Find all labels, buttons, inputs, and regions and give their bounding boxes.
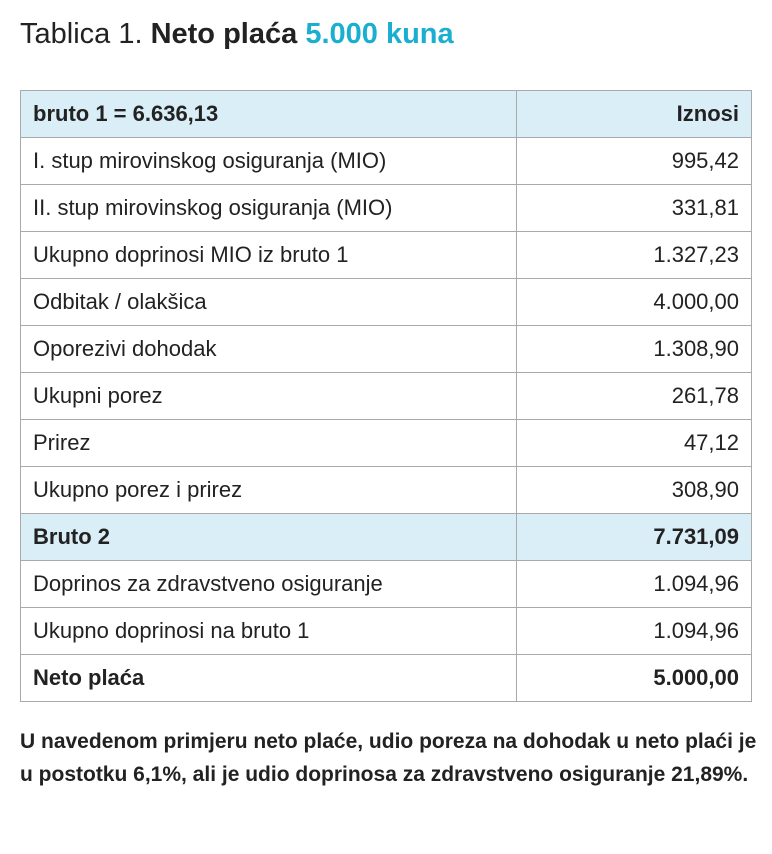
table-header-row bbox=[21, 91, 752, 138]
row-value: 1.327,23 bbox=[517, 232, 752, 279]
table-row bbox=[21, 232, 752, 279]
table-row bbox=[21, 467, 752, 514]
title-accent: 5.000 kuna bbox=[305, 18, 454, 50]
total-label: Neto plaća bbox=[21, 655, 517, 702]
footnote-text: U navedenom primjeru neto plaće, udio poreza na dohodak u neto plaći je u postotku 6,1%, ali je udio doprinosa za zdravstveno osiguranje 21,89%. bbox=[20, 730, 757, 786]
bruto2-value: 7.731,09 bbox=[517, 514, 752, 561]
title-bold: Neto plaća bbox=[150, 18, 298, 50]
row-value: 995,42 bbox=[517, 138, 752, 185]
row-value: 47,12 bbox=[517, 420, 752, 467]
row-value: 4.000,00 bbox=[517, 279, 752, 326]
title-prefix: Tablica 1. bbox=[20, 18, 143, 50]
row-label: I. stup mirovinskog osiguranja (MIO) bbox=[21, 138, 517, 185]
row-label: Doprinos za zdravstveno osiguranje bbox=[21, 561, 517, 608]
total-value: 5.000,00 bbox=[517, 655, 752, 702]
row-label: Ukupno porez i prirez bbox=[21, 467, 517, 514]
bruto2-row bbox=[21, 514, 752, 561]
row-label: II. stup mirovinskog osiguranja (MIO) bbox=[21, 185, 517, 232]
row-label: Oporezivi dohodak bbox=[21, 326, 517, 373]
table-row bbox=[21, 608, 752, 655]
table-row bbox=[21, 420, 752, 467]
header-label: bruto 1 = 6.636,13 bbox=[21, 91, 517, 138]
row-label: Ukupno doprinosi MIO iz bruto 1 bbox=[21, 232, 517, 279]
row-label: Ukupni porez bbox=[21, 373, 517, 420]
row-value: 261,78 bbox=[517, 373, 752, 420]
row-value: 1.094,96 bbox=[517, 561, 752, 608]
row-value: 331,81 bbox=[517, 185, 752, 232]
bruto2-label: Bruto 2 bbox=[21, 514, 517, 561]
salary-table bbox=[20, 90, 752, 702]
row-label: Ukupno doprinosi na bruto 1 bbox=[21, 608, 517, 655]
row-value: 1.308,90 bbox=[517, 326, 752, 373]
table-row bbox=[21, 373, 752, 420]
table-row bbox=[21, 279, 752, 326]
row-label: Odbitak / olakšica bbox=[21, 279, 517, 326]
table-row bbox=[21, 326, 752, 373]
row-value: 308,90 bbox=[517, 467, 752, 514]
header-value: Iznosi bbox=[517, 91, 752, 138]
table-row bbox=[21, 561, 752, 608]
total-row bbox=[21, 655, 752, 702]
table-title bbox=[20, 14, 454, 54]
row-value: 1.094,96 bbox=[517, 608, 752, 655]
table-row bbox=[21, 185, 752, 232]
table-row bbox=[21, 138, 752, 185]
row-label: Prirez bbox=[21, 420, 517, 467]
